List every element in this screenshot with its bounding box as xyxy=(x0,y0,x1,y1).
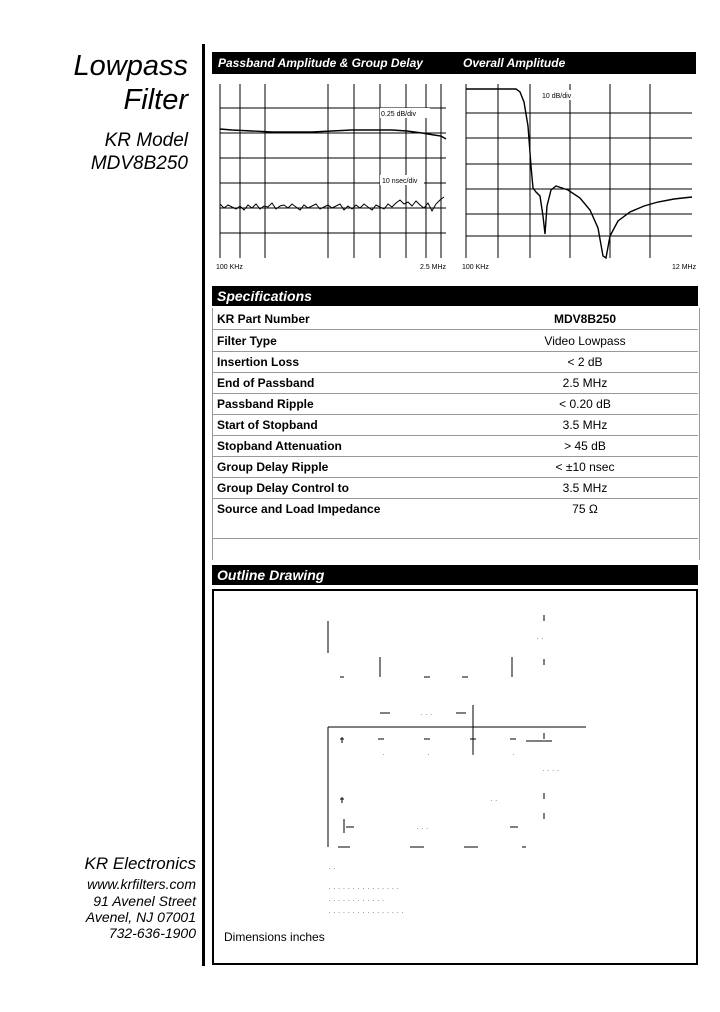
row-label: Group Delay Control to xyxy=(217,481,349,495)
model-line-2: MDV8B250 xyxy=(90,153,188,174)
outline-header xyxy=(212,565,698,585)
table-row xyxy=(212,435,698,457)
drawing-dimension-mark: · · · xyxy=(416,824,429,833)
chart-right-title: Overall Amplitude xyxy=(463,56,566,70)
column-header-part: KR Part Number xyxy=(217,312,310,326)
drawing-dimension-mark: · xyxy=(382,750,385,759)
table-row xyxy=(212,456,698,478)
row-value: < 2 dB xyxy=(567,355,603,369)
row-value: 2.5 MHz xyxy=(562,376,608,390)
drawing-dimension-mark: · · xyxy=(536,634,544,643)
drawing-dimension-mark: · · · · xyxy=(542,766,560,775)
drawing-dimension-mark: · · xyxy=(328,864,336,873)
x-end-label: 2.5 MHz xyxy=(420,264,447,271)
passband-chart xyxy=(212,76,452,276)
drawing-dimension-mark: · · · · · · · · · · · · · · · · xyxy=(328,908,404,917)
table-row xyxy=(212,477,698,499)
row-label: Insertion Loss xyxy=(217,355,300,369)
table-row xyxy=(212,393,698,415)
drawing-dimension-mark: · xyxy=(512,750,515,759)
delay-scale-label: 10 nsec/div xyxy=(382,178,418,185)
overall-amplitude-trace xyxy=(466,89,692,258)
outline-drawing xyxy=(214,591,696,921)
drawing-dimension-mark: · · xyxy=(490,796,498,805)
table-row xyxy=(212,351,698,373)
x-start-label: 100 KHz xyxy=(462,264,489,271)
table-row xyxy=(212,330,698,352)
drawing-dimension-mark: · · · xyxy=(420,710,433,719)
outline-title: Outline Drawing xyxy=(217,567,325,583)
row-label: Source and Load Impedance xyxy=(217,502,381,516)
row-value: 3.5 MHz xyxy=(562,481,608,495)
x-start-label: 100 KHz xyxy=(216,264,243,271)
table-row xyxy=(212,498,698,539)
table-header-row xyxy=(212,308,698,330)
chart-left-title: Passband Amplitude & Group Delay xyxy=(218,56,423,70)
vertical-divider xyxy=(202,44,205,966)
title-line-2: Filter xyxy=(123,84,188,116)
specifications-header xyxy=(212,286,698,306)
dimensions-note: Dimensions inches xyxy=(224,930,325,944)
overall-scale-label: 10 dB/div xyxy=(542,93,572,100)
x-end-label: 12 MHz xyxy=(672,264,697,271)
table-row xyxy=(212,372,698,394)
table-row xyxy=(212,414,698,436)
company-website[interactable]: www.krfilters.com xyxy=(87,876,196,892)
row-label: End of Passband xyxy=(217,376,315,390)
amp-scale-label: 0.25 dB/div xyxy=(381,111,417,118)
row-value: 75 Ω xyxy=(572,502,598,516)
company-phone: 732-636-1900 xyxy=(108,925,196,941)
column-header-model: MDV8B250 xyxy=(553,312,617,326)
row-value: < 0.20 dB xyxy=(559,397,611,411)
company-city: Avenel, NJ 07001 xyxy=(85,909,196,925)
model-line-1: KR Model xyxy=(104,130,188,151)
drawing-dimension-mark: · xyxy=(427,750,430,759)
drawing-dimension-mark: · · · · · · · · · · · · · · · xyxy=(328,884,400,893)
row-label: Group Delay Ripple xyxy=(217,460,329,474)
row-value: Video Lowpass xyxy=(544,334,626,348)
row-label: Stopband Attenuation xyxy=(217,439,342,453)
company-street: 91 Avenel Street xyxy=(93,893,196,909)
drawing-dimension-mark: · xyxy=(472,750,475,759)
group-delay-trace xyxy=(220,197,444,211)
company-name: KR Electronics xyxy=(84,854,196,873)
specifications-title: Specifications xyxy=(217,288,312,304)
row-value: > 45 dB xyxy=(564,439,606,453)
row-label: Filter Type xyxy=(217,334,277,348)
amplitude-trace xyxy=(220,129,446,139)
row-label: Start of Stopband xyxy=(217,418,318,432)
row-label: Passband Ripple xyxy=(217,397,314,411)
overall-amplitude-chart xyxy=(458,76,698,276)
drawing-dimension-mark: · · · · · · · · · · · · xyxy=(328,896,385,905)
title-line-1: Lowpass xyxy=(73,50,188,82)
row-value: < ±10 nsec xyxy=(555,460,615,474)
charts-header-bar xyxy=(212,52,696,74)
row-value: 3.5 MHz xyxy=(562,418,608,432)
